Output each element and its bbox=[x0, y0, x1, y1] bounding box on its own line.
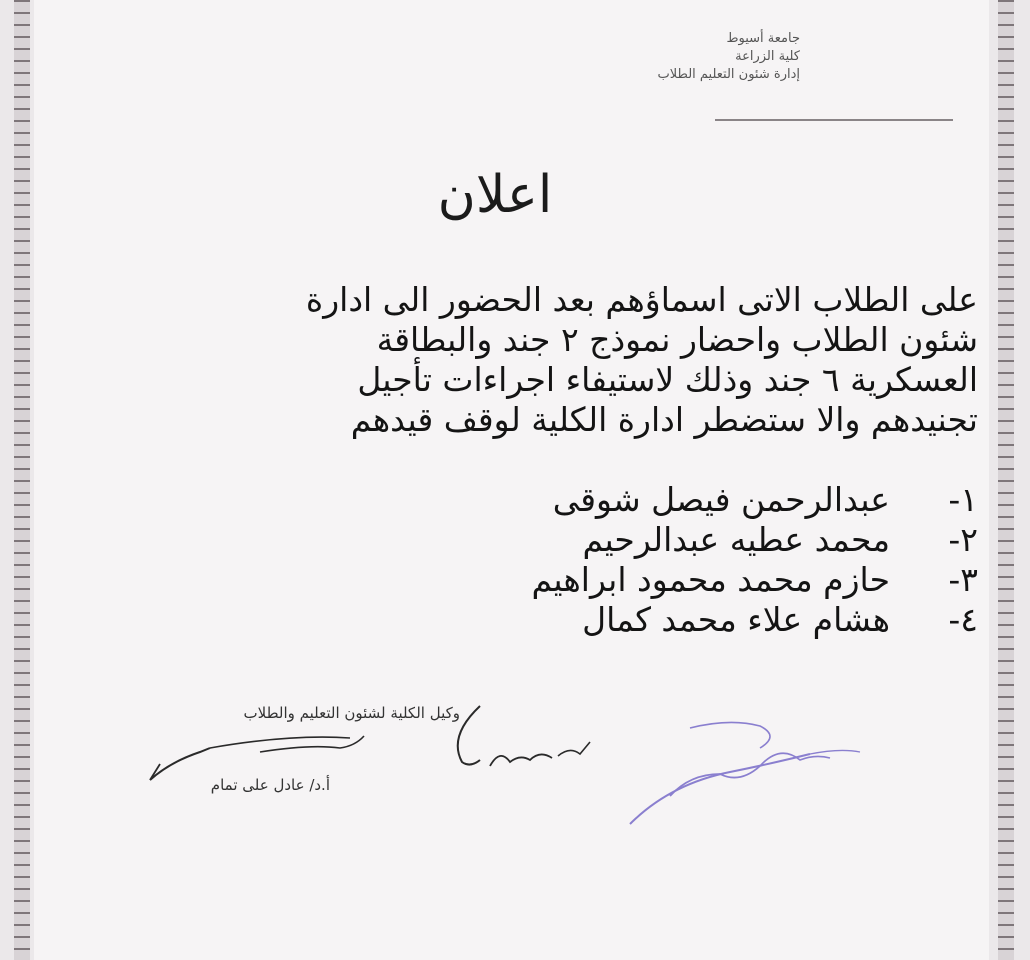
handwritten-note-mark bbox=[440, 696, 600, 806]
binder-edge-right bbox=[998, 0, 1014, 960]
student-name: حازم محمد محمود ابراهيم bbox=[531, 560, 890, 599]
faculty-name: كلية الزراعة bbox=[735, 49, 800, 64]
body-line: تجنيدهم والا ستضطر ادارة الكلية لوقف قيدهم bbox=[350, 400, 978, 439]
body-line: شئون الطلاب واحضار نموذج ٢ جند والبطاقة bbox=[376, 320, 978, 359]
announcement-body bbox=[158, 280, 978, 440]
list-item bbox=[278, 480, 978, 520]
list-item-number: ١- bbox=[948, 480, 978, 519]
student-name: محمد عطيه عبدالرحيم bbox=[582, 520, 890, 559]
institution-header bbox=[480, 30, 800, 84]
signatory-name: أ.د/ عادل على تمام bbox=[210, 776, 330, 794]
header-rule bbox=[715, 119, 953, 121]
list-item-number: ٣- bbox=[948, 560, 978, 599]
list-item-number: ٢- bbox=[948, 520, 978, 559]
student-name: عبدالرحمن فيصل شوقى bbox=[552, 480, 890, 519]
signatory-signature bbox=[140, 722, 390, 792]
department-name: إدارة شئون التعليم الطلاب bbox=[657, 67, 800, 82]
list-item bbox=[278, 520, 978, 560]
body-line: على الطلاب الاتى اسماؤهم بعد الحضور الى ادارة bbox=[305, 280, 978, 319]
list-item bbox=[278, 560, 978, 600]
body-line: العسكرية ٦ جند وذلك لاستيفاء اجراءات تأجيل bbox=[357, 360, 978, 399]
list-item bbox=[278, 600, 978, 640]
purple-signature bbox=[610, 714, 880, 834]
university-name: جامعة أسيوط bbox=[726, 31, 800, 46]
document-title: اعلان bbox=[437, 165, 553, 225]
student-list bbox=[278, 480, 978, 640]
student-name: هشام علاء محمد كمال bbox=[582, 600, 890, 639]
binder-edge-left bbox=[14, 0, 30, 960]
signatory-title: وكيل الكلية لشئون التعليم والطلاب bbox=[243, 704, 460, 722]
list-item-number: ٤- bbox=[948, 600, 978, 639]
